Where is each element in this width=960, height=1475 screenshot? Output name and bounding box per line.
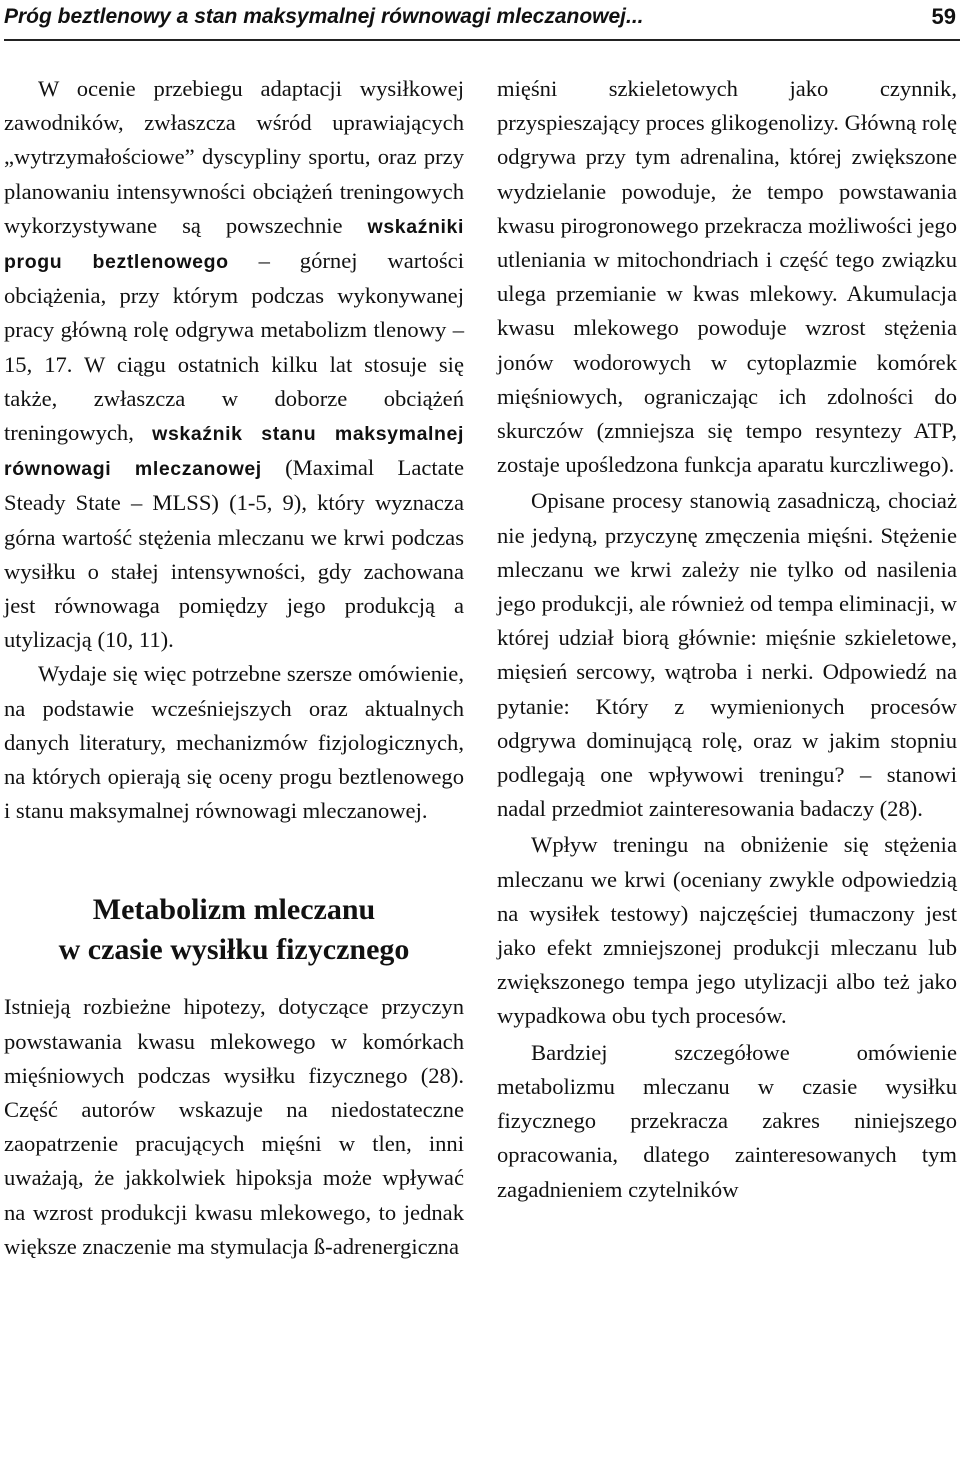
header-rule — [4, 39, 960, 41]
paragraph-fatigue: Opisane procesy stanowią zasadniczą, chociaż nie jedyną, przyczynę zmęczenia mięśni. Stężenie mleczanu we krwi zależy nie tylko od nasilenia jego produkcji, ale również od tempa eliminacji, w której udział biorą głównie: mięśnie szkieletowe, mięsień sercowy, wątroba i nerki. Odpowiedź na pytanie: Który z wymienionych procesów odgrywa dominującą rolę, oraz w jakim stopniu podlegają one wpływowi treningu? – stanowi nadal przedmiot zainteresowania badaczy (28). — [497, 488, 957, 822]
paragraph-glycogenolysis: mięśni szkieletowych jako czynnik, przyspieszający proces glikogenolizy. Główną rolę odgrywa przy tym adrenalina, której zwiększone wydzielanie powoduje, że tempo powstawania kwasu pirogronowego przekracza możliwości jego utleniania w mitochondriach i część tego związku ulega przemianie w kwas mlekowy. Akumulacja kwasu mlekowego powoduje wzrost stężenia jonów wodorowych w cytoplazmie komórek mięśniowych, ograniczając ich zdolności do skurczów (zmniejsza się tempo resyntezy ATP, zostaje upośledzona funkcja aparatu kurczliwego). — [497, 76, 957, 478]
running-title: Próg beztlenowy a stan maksymalnej równowagi mleczanowej... — [4, 5, 644, 28]
section-heading-line-2: w czasie wysiłku fizycznego — [58, 933, 410, 967]
running-header — [0, 0, 960, 36]
text-span: W ocenie przebiegu adaptacji wysiłkowej zawodników, zwłaszcza wśród uprawiających „wytrzymałościowe” dyscypliny sportu, oraz przy planowaniu intensywności obciążeń treningowych wykorzystywane są powszechnie — [4, 76, 464, 238]
section-heading — [4, 890, 464, 970]
paragraph-further-reading: Bardziej szczegółowe omówienie metabolizmu mleczanu w czasie wysiłku fizycznego przekracza zakres niniejszego opracowania, dlatego zainteresowanych tym zagadnieniem czytelników — [497, 1039, 957, 1202]
paragraph-need-review: Wydaje się więc potrzebne szersze omówienie, na podstawie wcześniejszych oraz aktualnych danych literatury, mechanizmów fizjologicznych, na których opierają się oceny progu beztlenowego i stanu maksymalnej równowagi mleczanowej. — [4, 661, 464, 824]
section-heading-line-1: Metabolizm mleczanu — [92, 893, 376, 927]
right-column — [497, 72, 957, 1207]
text-span: – górnej wartości obciążenia, przy którym podczas wykonywanej pracy główną rolę odgrywa metabolizm tlenowy – 15, 17. W ciągu ostatnich kilku lat stosuje się także, zwłaszcza w doborze obciążeń treningowych, — [4, 248, 464, 446]
text-span: (Maximal Lactate Steady State – MLSS) (1-5, 9), który wyznacza górna wartość stężenia mleczanu we krwi podczas wysiłku o stałej intensywności, gdy zachowana jest równowaga pomiędzy jego produkcją a utylizacją (10, 11). — [4, 455, 464, 653]
paragraph-training-effect: Wpływ treningu na obniżenie się stężenia mleczanu we krwi (oceniany zwykle odpowiedzią na wysiłek testowy) najczęściej tłumaczony jest jako efekt zmniejszonej produkcji mleczanu lub zwiększonego tempa jego utylizacji albo też jako wypadkowa obu tych procesów. — [497, 832, 957, 1029]
page-number: 59 — [931, 4, 956, 29]
left-column — [4, 72, 464, 1264]
term-anaerobic-threshold: wskaźniki progu beztlenowego — [4, 215, 464, 274]
paragraph-threshold-indicators — [4, 72, 464, 657]
paragraph-hypotheses: Istnieją rozbieżne hipotezy, dotyczące przyczyn powstawania kwasu mlekowego w komórkach mięśniowych podczas wysiłku fizycznego (28). Część autorów wskazuje na niedostateczne zaopatrzenie pracujących mięśni w tlen, inni uważają, że jakkolwiek hipoksja może wpływać na wzrost produkcji kwasu mlekowego, to jednak większe znaczenie ma stymulacja ß-adrenergiczna — [4, 994, 464, 1259]
term-mlss: wskaźnik stanu maksymalnej równowagi mleczanowej — [4, 423, 465, 481]
